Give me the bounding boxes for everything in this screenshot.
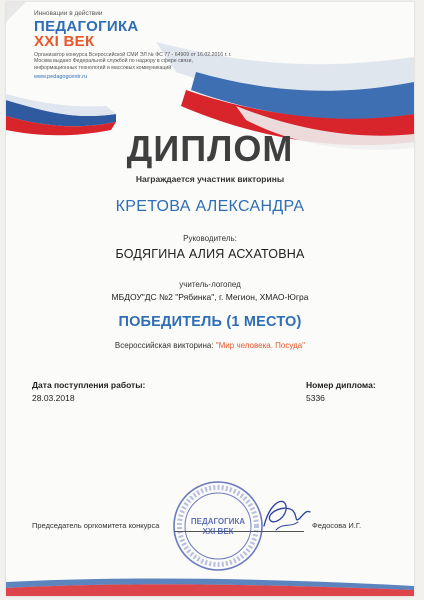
supervisor-position: учитель-логопед — [179, 280, 241, 289]
organizer-text: Организатор конкурса Всероссийской СМИ ЭЛ № ФС 77 - 64909 от 16.02.2016 г. г. Москва выдано Федеральной службой по надзору в сфере связи, информационных технологий и массовых коммуникаций — [34, 52, 232, 71]
handwritten-signature-icon — [256, 492, 316, 537]
brand-name-line2: XXI ВЕК — [34, 33, 95, 50]
diploma-subtitle: Награждается участник викторины — [135, 174, 285, 184]
chair-label: Председатель оргкомитета конкурса — [32, 521, 160, 530]
award-result: ПОБЕДИТЕЛЬ (1 МЕСТО) — [118, 314, 302, 330]
publisher-logo-block — [34, 10, 274, 80]
footer-tricolor-stripe — [6, 572, 414, 596]
quiz-name: "Мир человека. Посуда" — [215, 341, 306, 350]
participant-name: КРЕТОВА АЛЕКСАНДРА — [115, 198, 305, 215]
website-link[interactable]: www.pedagogcentr.ru — [34, 73, 87, 80]
institution-name: МБДОУ"ДС №2 "Рябинка", г. Мегион, ХМАО-Югра — [111, 292, 309, 302]
diploma-page — [6, 2, 414, 596]
official-stamp-icon — [170, 478, 266, 574]
diploma-title: ДИПЛОМ — [126, 128, 294, 169]
stamp-text-line2: XXI ВЕК — [202, 527, 234, 536]
submission-date-label: Дата поступления работы: — [32, 380, 146, 390]
chair-name: Федосова И.Г. — [312, 521, 362, 530]
supervisor-name: БОДЯГИНА АЛИЯ АСХАТОВНА — [115, 247, 305, 261]
stamp-text-line1: ПЕДАГОГИКА — [190, 517, 246, 526]
tagline: Инновации в действии — [34, 10, 103, 17]
brand-name-line1: ПЕДАГОГИКА — [34, 18, 139, 35]
quiz-line — [6, 341, 414, 350]
supervisor-label: Руководитель: — [183, 234, 237, 243]
quiz-label: Всероссийская викторина: — [114, 341, 214, 350]
diploma-number-value: 5336 — [306, 393, 325, 403]
submission-date-value: 28.03.2018 — [32, 393, 75, 403]
diploma-number-label: Номер диплома: — [306, 380, 376, 390]
